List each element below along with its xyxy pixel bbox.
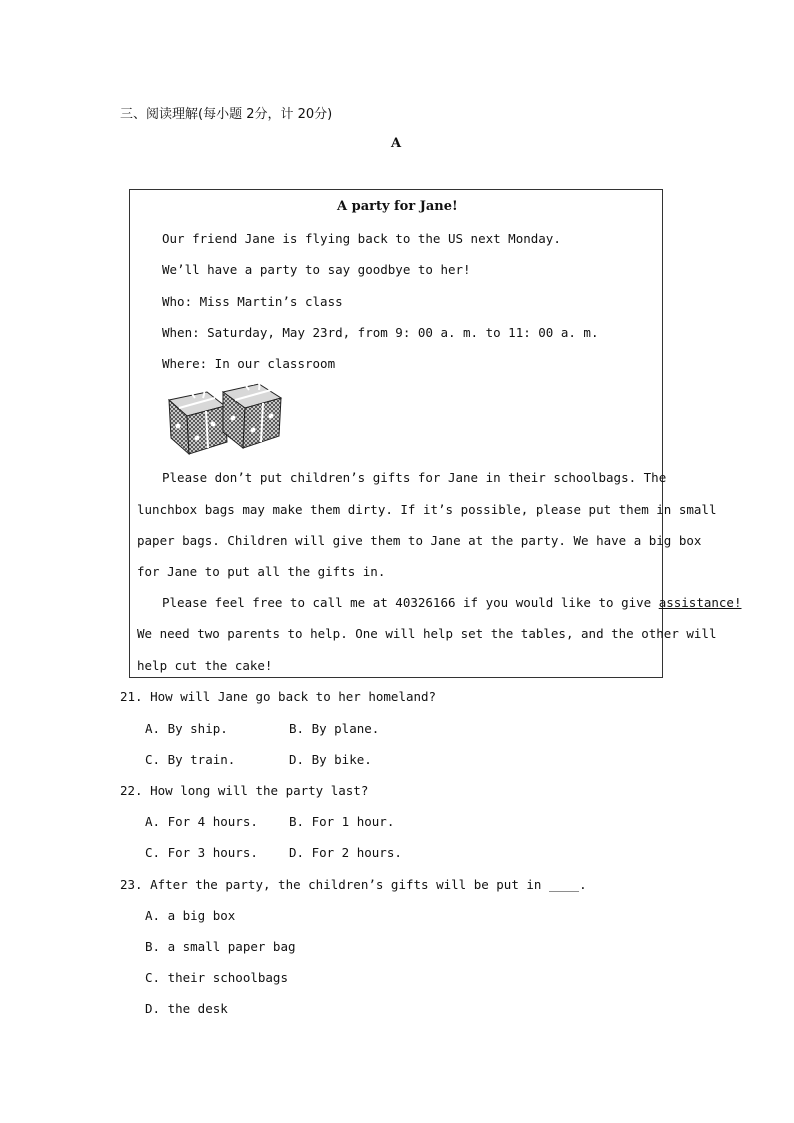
notice-line: lunchbox bags may make them dirty. If it’s possible, please put them in small <box>137 502 717 517</box>
notice-line: Please don’t put children’s gifts for Jane in their schoolbags. The <box>162 470 667 485</box>
option-d: D. By bike. <box>289 752 372 767</box>
question-stem: 22. How long will the party last? <box>120 783 369 798</box>
question-stem: 23. After the party, the children’s gifts will be put in ____. <box>120 877 587 892</box>
notice-line: Who: Miss Martin’s class <box>162 294 343 309</box>
option-a: A. By ship. <box>145 721 228 736</box>
option-a: A. For 4 hours. <box>145 814 258 829</box>
option-c: C. For 3 hours. <box>145 845 258 860</box>
option-b: B. a small paper bag <box>145 939 296 954</box>
notice-line: We’ll have a party to say goodbye to her! <box>162 262 471 277</box>
notice-line <box>162 595 742 610</box>
option-d: D. the desk <box>145 1001 228 1016</box>
notice-title: A party for Jane! <box>337 199 458 214</box>
notice-text: Please feel free to call me at 40326166 if you would like to give <box>162 595 659 610</box>
question-stem: 21. How will Jane go back to her homeland? <box>120 689 437 704</box>
option-a: A. a big box <box>145 908 236 923</box>
notice-line: We need two parents to help. One will help set the tables, and the other will <box>137 626 717 641</box>
notice-line: When: Saturday, May 23rd, from 9: 00 a. m. to 11: 00 a. m. <box>162 325 599 340</box>
notice-line: paper bags. Children will give them to Jane at the party. We have a big box <box>137 533 702 548</box>
section-title: 三、阅读理解(每小题 2分，计 20分) <box>120 107 333 122</box>
option-b: B. For 1 hour. <box>289 814 395 829</box>
notice-line: help cut the cake! <box>137 658 273 673</box>
underlined-word: assistance! <box>658 595 742 610</box>
option-c: C. By train. <box>145 752 236 767</box>
gift-boxes-icon <box>163 380 287 459</box>
option-c: C. their schoolbags <box>145 970 288 985</box>
passage-label: A <box>391 136 402 151</box>
option-d: D. For 2 hours. <box>289 845 402 860</box>
notice-line: Where: In our classroom <box>162 356 336 371</box>
notice-line: for Jane to put all the gifts in. <box>137 564 386 579</box>
notice-line: Our friend Jane is flying back to the US next Monday. <box>162 231 561 246</box>
option-b: B. By plane. <box>289 721 380 736</box>
